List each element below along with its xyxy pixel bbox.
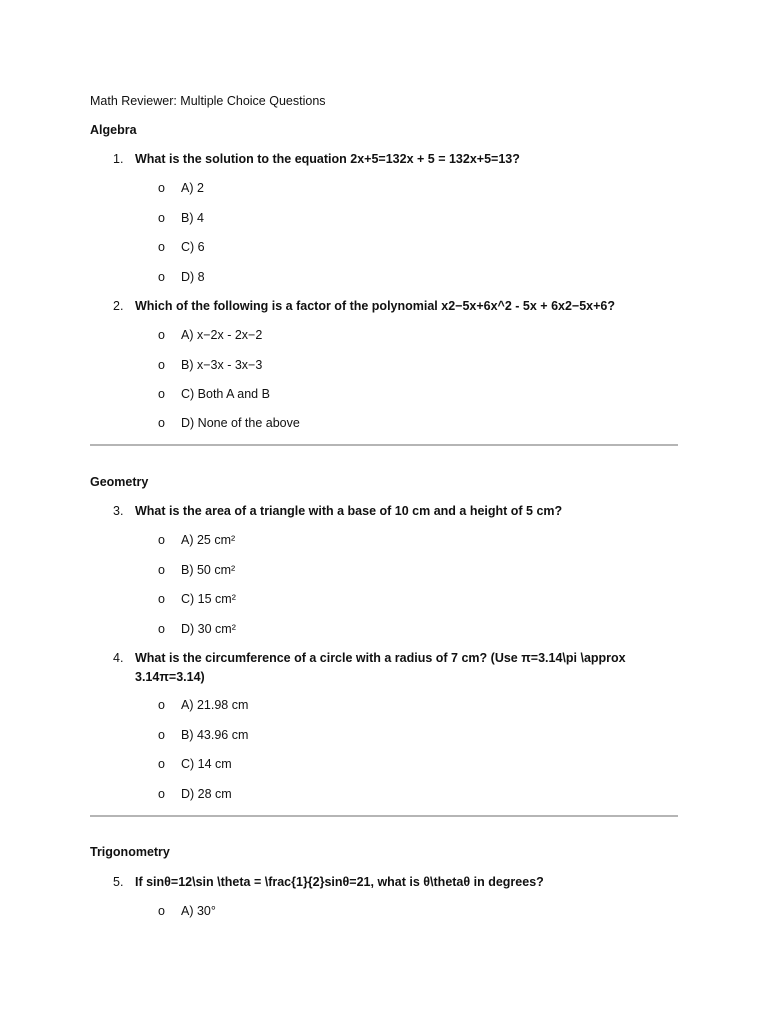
bullet-icon: o bbox=[158, 698, 165, 712]
bullet-icon: o bbox=[158, 181, 165, 195]
answer-option: A) 2 bbox=[181, 181, 204, 195]
answer-option: C) 15 cm² bbox=[181, 592, 236, 606]
question-number: 3. bbox=[113, 504, 124, 518]
document-title: Math Reviewer: Multiple Choice Questions bbox=[90, 94, 326, 108]
answer-option: B) x−3x - 3x−3 bbox=[181, 358, 263, 372]
answer-option: A) 21.98 cm bbox=[181, 698, 249, 712]
answer-option: C) 14 cm bbox=[181, 757, 232, 771]
bullet-icon: o bbox=[158, 757, 165, 771]
bullet-icon: o bbox=[158, 787, 165, 801]
question-text-line-1: What is the circumference of a circle with a radius of 7 cm? (Use π=3.14\pi \approx bbox=[135, 651, 626, 665]
question-number: 2. bbox=[113, 299, 124, 313]
horizontal-rule bbox=[90, 815, 678, 817]
bullet-icon: o bbox=[158, 358, 165, 372]
answer-option: D) 8 bbox=[181, 270, 205, 284]
question-text-line-2: 3.14π=3.14) bbox=[135, 670, 205, 684]
bullet-icon: o bbox=[158, 416, 165, 430]
answer-option: B) 50 cm² bbox=[181, 563, 236, 577]
answer-option: C) Both A and B bbox=[181, 387, 270, 401]
bullet-icon: o bbox=[158, 270, 165, 284]
bullet-icon: o bbox=[158, 211, 165, 225]
bullet-icon: o bbox=[158, 533, 165, 547]
answer-option: C) 6 bbox=[181, 240, 205, 254]
question-number: 5. bbox=[113, 875, 124, 889]
answer-option: B) 4 bbox=[181, 211, 204, 225]
answer-option: D) 28 cm bbox=[181, 787, 232, 801]
question-text: What is the area of a triangle with a base of 10 cm and a height of 5 cm? bbox=[135, 504, 563, 518]
bullet-icon: o bbox=[158, 622, 165, 636]
bullet-icon: o bbox=[158, 328, 165, 342]
question-text: Which of the following is a factor of the polynomial x2−5x+6x^2 - 5x + 6x2−5x+6? bbox=[135, 299, 616, 313]
section-heading-trigonometry: Trigonometry bbox=[90, 845, 170, 859]
bullet-icon: o bbox=[158, 728, 165, 742]
answer-option: B) 43.96 cm bbox=[181, 728, 249, 742]
question-text: If sinθ=12\sin \theta = \frac{1}{2}sinθ=21, what is θ\thetaθ in degrees? bbox=[135, 875, 544, 889]
bullet-icon: o bbox=[158, 240, 165, 254]
bullet-icon: o bbox=[158, 592, 165, 606]
question-number: 1. bbox=[113, 152, 124, 166]
question-text: What is the solution to the equation 2x+5=132x + 5 = 132x+5=13? bbox=[135, 152, 520, 166]
bullet-icon: o bbox=[158, 387, 165, 401]
section-heading-algebra: Algebra bbox=[90, 123, 137, 137]
bullet-icon: o bbox=[158, 563, 165, 577]
answer-option: A) 25 cm² bbox=[181, 533, 236, 547]
answer-option: A) 30° bbox=[181, 904, 216, 918]
answer-option: D) None of the above bbox=[181, 416, 300, 430]
horizontal-rule bbox=[90, 444, 678, 446]
question-number: 4. bbox=[113, 651, 124, 665]
section-heading-geometry: Geometry bbox=[90, 475, 149, 489]
answer-option: A) x−2x - 2x−2 bbox=[181, 328, 263, 342]
answer-option: D) 30 cm² bbox=[181, 622, 236, 636]
bullet-icon: o bbox=[158, 904, 165, 918]
